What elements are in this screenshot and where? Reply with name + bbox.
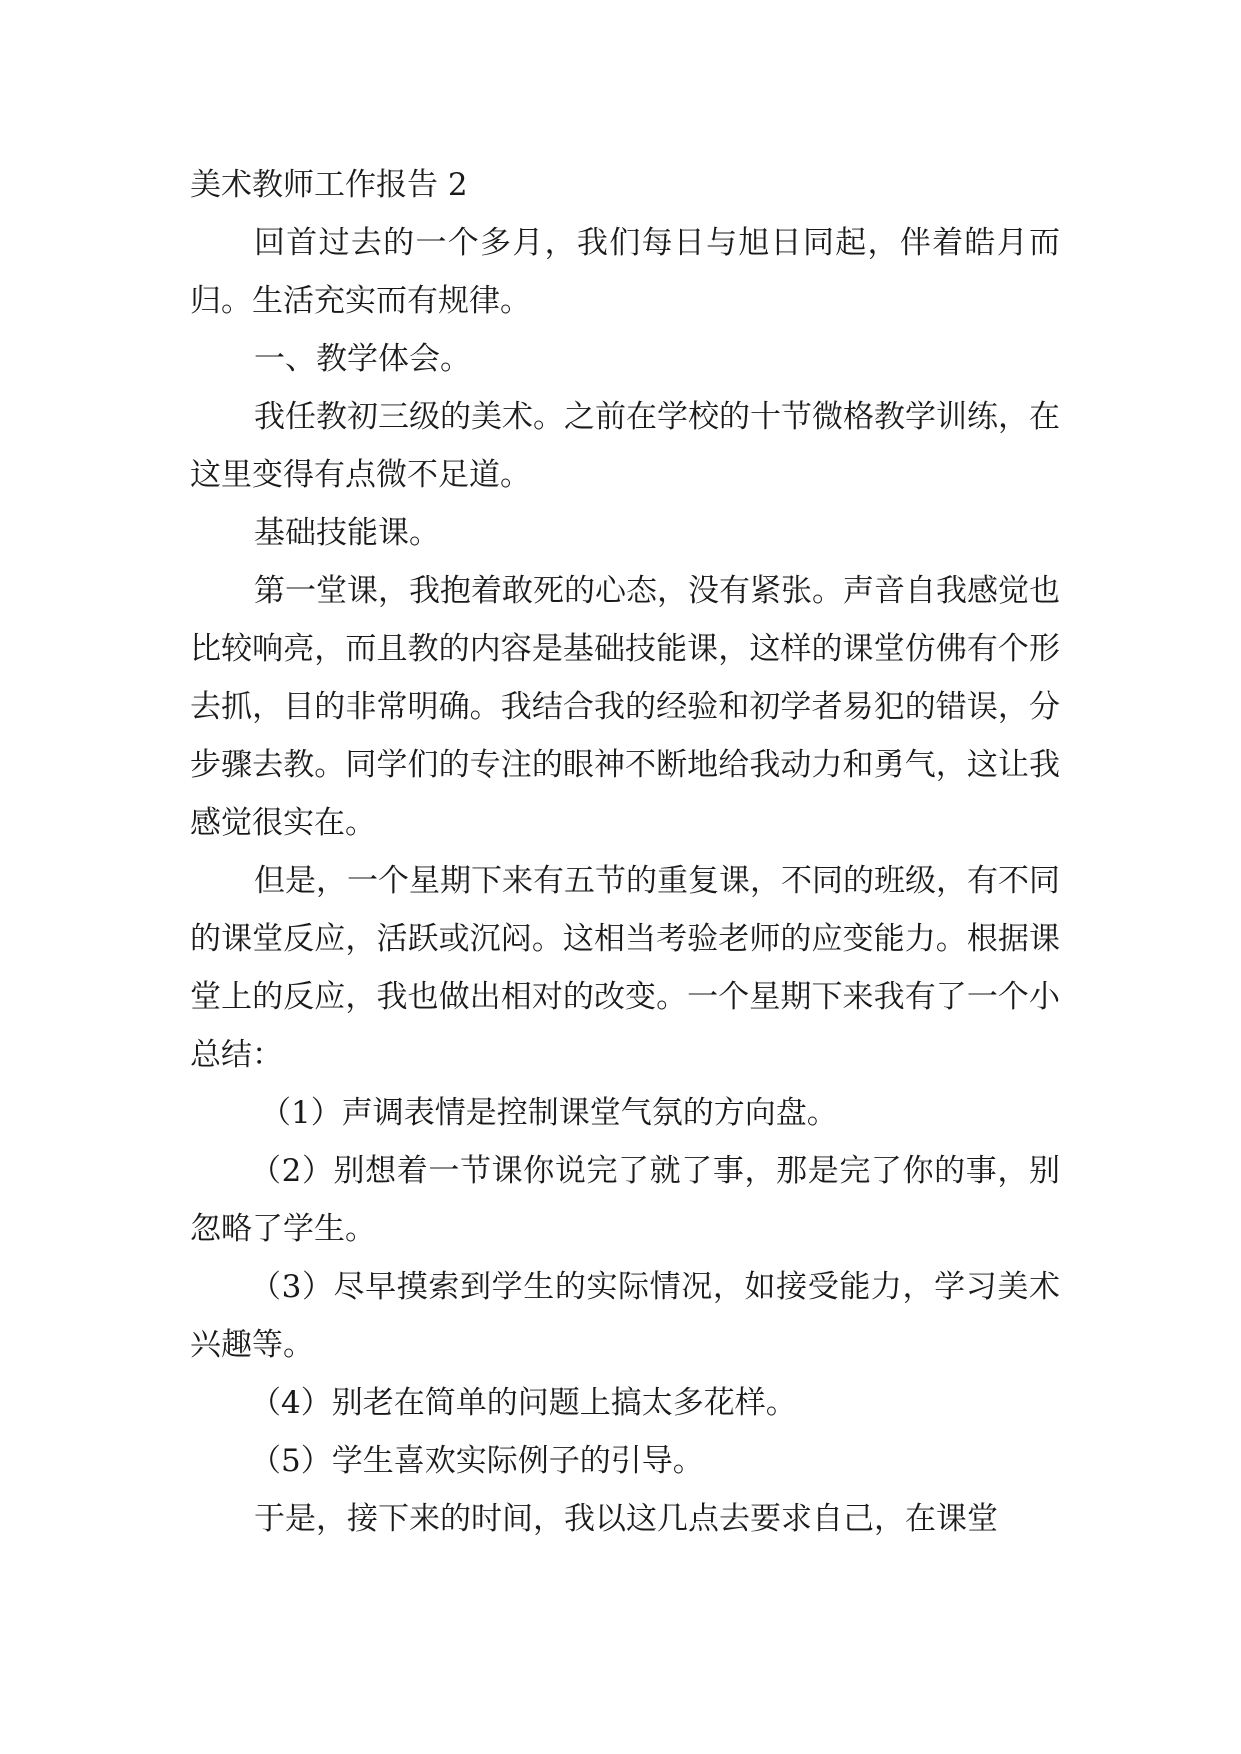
section-heading-teaching: 一、教学体会。 — [254, 341, 471, 377]
paragraph-intro: 回首过去的一个多月，我们每日与旭日同起，伴着皓月而归。生活充实而有规律。 — [190, 225, 1060, 319]
paragraph-first-class: 第一堂课，我抱着敢死的心态，没有紧张。声音自我感觉也比较响亮，而且教的内容是基础技能课，这样的课堂仿佛有个形去抓，目的非常明确。我结合我的经验和初学者易犯的错误，分步骤去教。同学们的专注的眼神不断地给我动力和勇气，这让我感觉很实在。 — [190, 573, 1060, 841]
list-item: （5）学生喜欢实际例子的引导。 — [250, 1443, 704, 1479]
document-title: 美术教师工作报告 2 — [190, 167, 468, 203]
paragraph-teaching-art: 我任教初三级的美术。之前在学校的十节微格教学训练，在这里变得有点微不足道。 — [190, 399, 1060, 493]
list-item: （3）尽早摸索到学生的实际情况，如接受能力，学习美术兴趣等。 — [190, 1269, 1060, 1363]
document-body — [190, 156, 1060, 1548]
list-item: （4）别老在简单的问题上搞太多花样。 — [250, 1385, 797, 1421]
paragraph-conclusion: 于是，接下来的时间，我以这几点去要求自己，在课堂 — [254, 1501, 998, 1537]
list-item: （1）声调表情是控制课堂气氛的方向盘。 — [260, 1095, 838, 1131]
list-item: （2）别想着一节课你说完了就了事，那是完了你的事，别忽略了学生。 — [190, 1153, 1060, 1247]
subheading-basic-skills: 基础技能课。 — [254, 515, 440, 551]
paragraph-repeat-classes: 但是，一个星期下来有五节的重复课，不同的班级，有不同的课堂反应，活跃或沉闷。这相当考验老师的应变能力。根据课堂上的反应，我也做出相对的改变。一个星期下来我有了一个小总结： — [190, 863, 1060, 1073]
